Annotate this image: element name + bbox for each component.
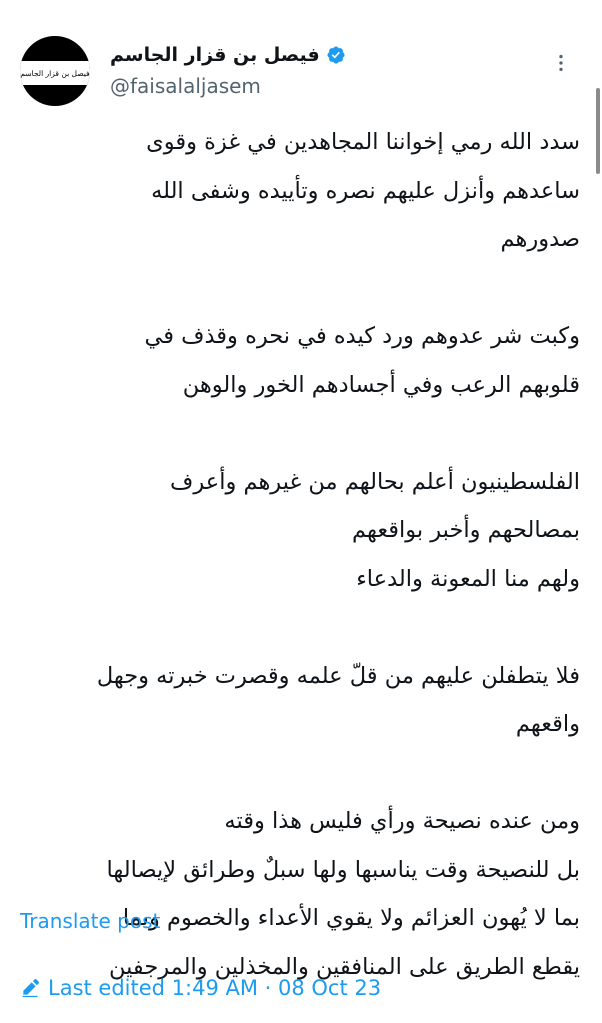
translate-post-link[interactable]: Translate post — [20, 909, 161, 933]
verified-badge-icon — [326, 45, 346, 65]
tweet-line: بمصالحهم وأخبر بواقعهم — [352, 517, 580, 543]
tweet-line: ولهم منا المعونة والدعاء — [356, 565, 580, 592]
last-edited-label[interactable]: Last edited 1:49 AM · 08 Oct 23 — [48, 976, 382, 1000]
tweet-line: بل للنصيحة وقت يناسبها ولها سبلٌ وطرائق لإيصالها — [106, 856, 580, 883]
name-row[interactable] — [110, 42, 346, 68]
author-info — [110, 42, 346, 98]
more-options-button[interactable] — [546, 48, 576, 78]
tweet-line: صدورهم — [500, 226, 580, 252]
tweet-line: فلا يتطفلن عليهم من قلّ علمه وقصرت خبرته وجهل — [96, 662, 580, 689]
tweet-paragraph — [20, 312, 580, 409]
tweet-line: قلوبهم الرعب وفي أجسادهم الخور والوهن — [182, 371, 580, 398]
tweet-text — [20, 118, 580, 991]
scrollbar-thumb[interactable] — [596, 88, 600, 174]
tweet-header — [20, 32, 582, 112]
pencil-icon — [20, 978, 40, 998]
tweet-line: يقطع الطريق على المنافقين والمخذلين والمرجفين — [109, 953, 580, 980]
avatar-calligraphy — [20, 61, 90, 85]
tweet-line: الفلسطينيون أعلم بحالهم من غيرهم وأعرف — [170, 468, 580, 495]
avatar-text: فيصل بن قزار الجاسم — [20, 68, 90, 78]
tweet-line: بما لا يُهون العزائم ولا يقوي الأعداء والخصوم وبما — [122, 905, 580, 931]
tweet-line: ومن عنده نصيحة ورأي فليس هذا وقته — [224, 808, 580, 834]
tweet-line: واقعهم — [515, 711, 580, 737]
handle[interactable]: @faisalaljasem — [110, 74, 261, 98]
avatar[interactable] — [20, 36, 90, 106]
tweet-paragraph — [20, 652, 580, 749]
tweet-line: ساعدهم وأنزل عليهم نصره وتأييده وشفى الله — [151, 177, 580, 204]
display-name[interactable]: فيصل بن قزار الجاسم — [110, 44, 320, 66]
more-dots-icon — [550, 52, 572, 74]
tweet-line: وكبت شر عدوهم ورد كيده في نحره وقذف في — [144, 323, 580, 349]
tweet-paragraph — [20, 797, 580, 991]
tweet-paragraph — [20, 458, 580, 604]
tweet-line: سدد الله رمي إخواننا المجاهدين في غزة وقوى — [146, 129, 580, 155]
tweet-paragraph — [20, 118, 580, 264]
last-edited-link[interactable] — [20, 976, 381, 1000]
